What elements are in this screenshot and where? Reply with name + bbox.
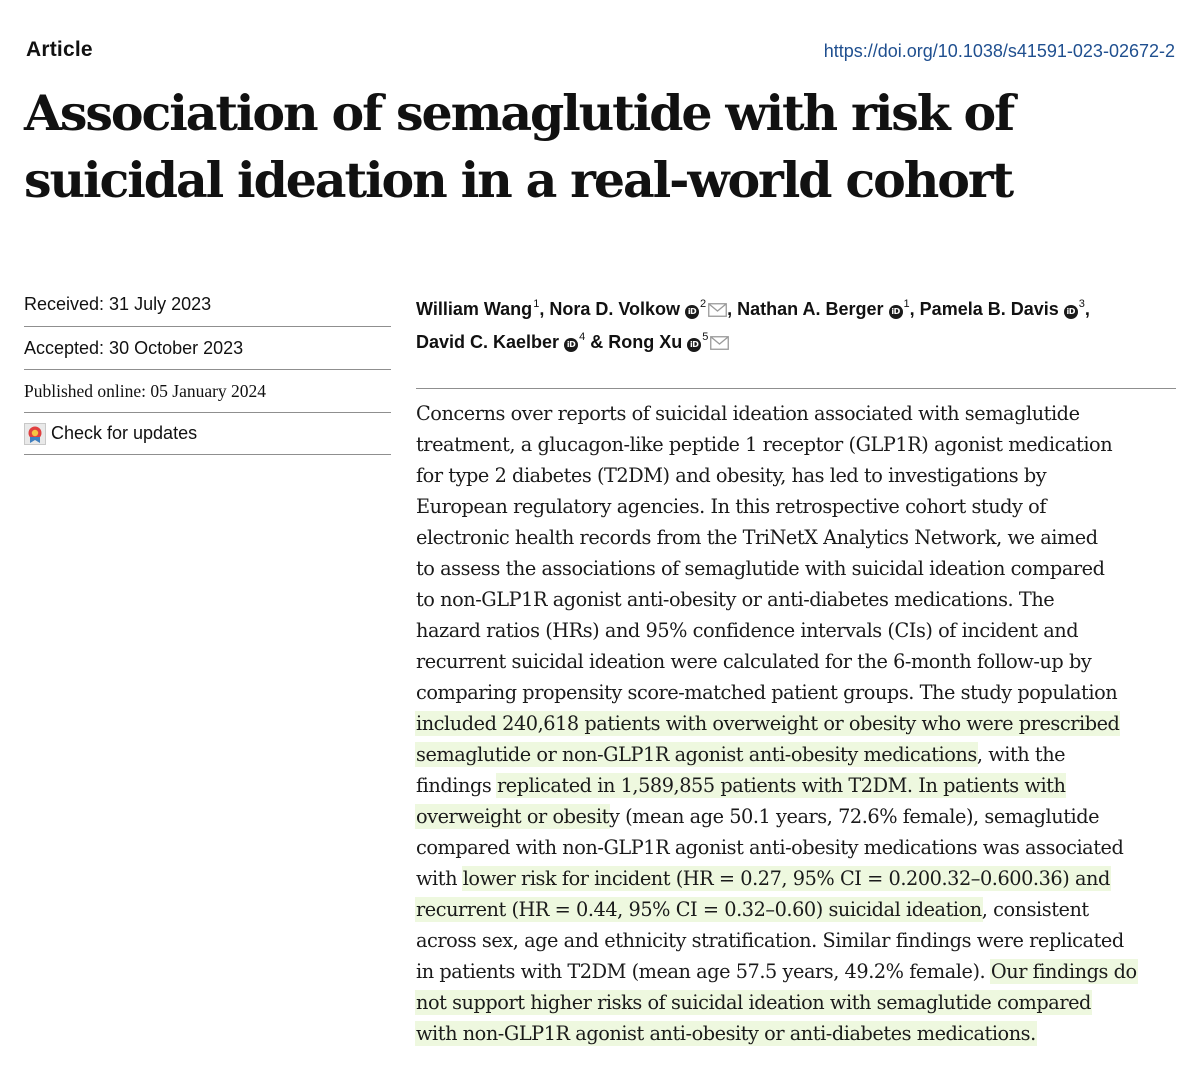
abstract-text: European regulatory agencies. In this retrospective cohort study of (416, 495, 1047, 518)
highlighted-text: Our findings do (990, 960, 1137, 983)
abstract-text: treatment, a glucagon-like peptide 1 receptor (GLP1R) agonist medication (416, 433, 1113, 456)
orcid-icon[interactable]: iD (1064, 305, 1078, 319)
check-updates-icon (24, 423, 46, 445)
abstract (416, 398, 1196, 1049)
abstract-line (416, 925, 1196, 956)
abstract-line (416, 615, 1196, 646)
abstract-line (416, 956, 1196, 987)
abstract-line (416, 460, 1196, 491)
affiliation-number[interactable]: 2 (700, 298, 707, 310)
highlighted-text: replicated in 1,589,855 patients with T2DM. In patients with (496, 774, 1066, 797)
affiliation-number[interactable]: 1 (903, 298, 910, 310)
check-updates-button[interactable] (24, 412, 391, 455)
abstract-line (416, 863, 1196, 894)
abstract-line (416, 770, 1196, 801)
abstract-line (416, 1018, 1196, 1049)
published-date: Published online: 05 January 2024 (24, 369, 391, 412)
author-name[interactable]: Pamela B. Davis (919, 299, 1059, 319)
email-icon[interactable] (710, 336, 729, 350)
affiliation-number[interactable]: 3 (1078, 298, 1085, 310)
title-line: Association of semaglutide with risk of (24, 84, 1014, 142)
affiliation-number[interactable]: 1 (533, 298, 540, 310)
abstract-line (416, 739, 1196, 770)
doi-link[interactable]: https://doi.org/10.1038/s41591-023-02672-2 (823, 41, 1175, 61)
affiliation-number[interactable]: 5 (702, 331, 709, 343)
abstract-text: compared with non-GLP1R agonist anti-obesity medications was associated (416, 836, 1124, 859)
abstract-text: with (416, 867, 463, 890)
abstract-line (416, 987, 1196, 1018)
author-entry (416, 332, 608, 352)
article-title (24, 80, 1084, 214)
author-entry (608, 332, 729, 352)
received-date: Received: 31 July 2023 (24, 293, 212, 314)
abstract-line (416, 832, 1196, 863)
abstract-divider (416, 388, 1176, 389)
author-entry (737, 299, 920, 319)
author-list (416, 290, 1176, 356)
author-name[interactable]: Nathan A. Berger (737, 299, 884, 319)
abstract-line (416, 801, 1196, 832)
author-name[interactable]: Nora D. Volkow (549, 299, 681, 319)
orcid-icon[interactable]: iD (687, 338, 701, 352)
orcid-icon[interactable]: iD (685, 305, 699, 319)
abstract-text: to non-GLP1R agonist anti-obesity or anti-diabetes medications. The (416, 588, 1055, 611)
abstract-text: in patients with T2DM (mean age 57.5 years, 49.2% female). (416, 960, 991, 983)
abstract-text: to assess the associations of semaglutide with suicidal ideation compared (416, 557, 1105, 580)
affiliation-number[interactable]: 4 (579, 331, 586, 343)
abstract-line (416, 398, 1196, 429)
abstract-text: electronic health records from the TriNetX Analytics Network, we aimed (416, 526, 1098, 549)
highlighted-text: recurrent (HR = 0.44, 95% CI = 0.32–0.60) suicidal ideation (416, 898, 982, 921)
abstract-text: across sex, age and ethnicity stratification. Similar findings were replicated (416, 929, 1124, 952)
author-separator: , (909, 299, 920, 319)
abstract-line (416, 894, 1196, 925)
abstract-line (416, 584, 1196, 615)
article-type-label: Article (26, 38, 93, 61)
abstract-text: findings (416, 774, 497, 797)
author-entry (416, 299, 549, 319)
author-name[interactable]: David C. Kaelber (416, 332, 560, 352)
highlighted-text: not support higher risks of suicidal ideation with semaglutide compared (416, 991, 1091, 1014)
abstract-text: , with the (976, 743, 1066, 766)
author-separator: , (727, 299, 738, 319)
author-entry (549, 299, 737, 319)
abstract-text: comparing propensity score-matched patient groups. The study population (416, 681, 1118, 704)
highlighted-text: included 240,618 patients with overweight or obesity who were prescribed (416, 712, 1120, 735)
abstract-text: Concerns over reports of suicidal ideation associated with semaglutide (416, 402, 1080, 425)
orcid-icon[interactable]: iD (564, 338, 578, 352)
abstract-text: , consistent (981, 898, 1089, 921)
abstract-line (416, 429, 1196, 460)
highlighted-text: overweight or obesit (416, 805, 609, 828)
highlighted-text: with non-GLP1R agonist anti-obesity or anti-diabetes medications. (416, 1022, 1036, 1045)
orcid-icon[interactable]: iD (889, 305, 903, 319)
abstract-line (416, 491, 1196, 522)
abstract-line (416, 708, 1196, 739)
abstract-line (416, 522, 1196, 553)
check-updates-label: Check for updates (51, 423, 198, 443)
author-separator: , (539, 299, 550, 319)
abstract-text: y (mean age 50.1 years, 72.6% female), semaglutide (608, 805, 1100, 828)
abstract-line (416, 553, 1196, 584)
title-line: suicidal ideation in a real-world cohort (24, 151, 1013, 209)
author-separator: , (1084, 299, 1090, 319)
accepted-date: Accepted: 30 October 2023 (24, 326, 391, 369)
abstract-line (416, 677, 1196, 708)
publication-dates-panel (24, 282, 391, 455)
abstract-line (416, 646, 1196, 677)
highlighted-text: semaglutide or non-GLP1R agonist anti-obesity medications (416, 743, 977, 766)
email-icon[interactable] (708, 303, 727, 317)
abstract-text: for type 2 diabetes (T2DM) and obesity, has led to investigations by (416, 464, 1047, 487)
abstract-text: hazard ratios (HRs) and 95% confidence intervals (CIs) of incident and (416, 619, 1079, 642)
author-name[interactable]: Rong Xu (608, 332, 683, 352)
author-separator: & (585, 332, 609, 352)
author-entry (920, 299, 1090, 319)
abstract-text: recurrent suicidal ideation were calculated for the 6-month follow-up by (416, 650, 1092, 673)
author-name[interactable]: William Wang (416, 299, 533, 319)
highlighted-text: lower risk for incident (HR = 0.27, 95% CI = 0.200.32–0.600.36) and (462, 867, 1110, 890)
